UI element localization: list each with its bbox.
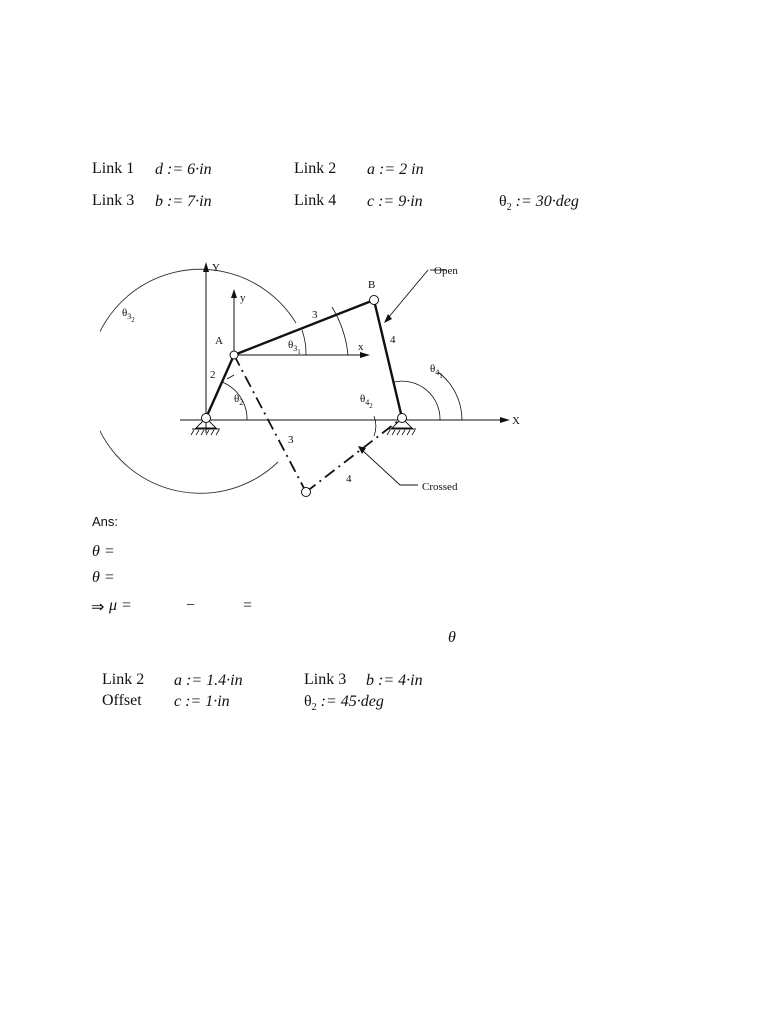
theta2-given (499, 193, 579, 213)
x-axis-arrow (500, 417, 510, 423)
label-point-b: B (368, 279, 376, 291)
label-theta31 (288, 339, 301, 356)
link2-expr: a := 2 in (367, 161, 424, 178)
label-x-global: X (512, 415, 520, 427)
answer-equals: = (243, 597, 253, 614)
theta32-arc (100, 269, 296, 493)
fourbar-linkage-figure (100, 240, 540, 505)
label-theta41 (430, 363, 443, 380)
open-leader-arrow (384, 314, 392, 323)
answer-theta-line-1: θ = (92, 543, 115, 560)
theta2-arrow (227, 375, 234, 379)
theta2-symbol: θ (499, 193, 507, 210)
label-point-a: A (215, 335, 223, 347)
svg-text:θ41: $\theta_{41}$ (430, 363, 443, 380)
label-link-2: 2 (210, 369, 216, 381)
link3-expr: b := 7·in (155, 193, 212, 210)
label-link-4-crossed: 4 (346, 473, 352, 485)
theta2-given-b (304, 693, 384, 713)
label-crossed: Crossed (422, 481, 458, 493)
fourbar-linkage-diagram (100, 240, 540, 505)
link1-label: Link 1 (92, 160, 135, 177)
link3-label-b: Link 3 (304, 671, 347, 688)
answer-implies-arrow: ⇒ (91, 599, 105, 616)
joint-b-crossed (302, 488, 311, 497)
label-theta42 (360, 393, 373, 410)
label-link-3-open: 3 (312, 309, 318, 321)
stray-theta: θ (448, 629, 456, 646)
svg-text:θ32: $\theta_{32}$ (122, 307, 135, 324)
answer-theta-line-2: θ = (92, 569, 115, 586)
ground-pin-o2 (202, 414, 211, 423)
joint-a (230, 351, 238, 359)
offset-label: Offset (102, 692, 142, 709)
link2-label: Link 2 (294, 160, 337, 177)
crossed-leader (362, 450, 400, 485)
offset-expr: c := 1·in (174, 693, 230, 710)
label-theta2 (234, 393, 243, 407)
link1-expr: d := 6·in (155, 161, 212, 178)
svg-text:θ2: $\theta_2$ (234, 393, 244, 407)
theta31-arc (302, 330, 306, 355)
open-leader (388, 270, 428, 318)
svg-text:θ31: $\theta_{31}$ (288, 339, 301, 356)
link-3-open (234, 300, 374, 355)
link2-label-b: Link 2 (102, 671, 145, 688)
label-open: Open (434, 265, 458, 277)
theta2-value-b: := 45·deg (316, 693, 384, 710)
link4-expr: c := 9·in (367, 193, 423, 210)
label-y-global: Y (212, 262, 220, 274)
link3-expr-b: b := 4·in (366, 672, 423, 689)
theta42-arc (374, 416, 376, 436)
label-link-4-open: 4 (390, 334, 396, 346)
svg-text:θ42: $\theta_{42}$ (360, 393, 373, 410)
ground-pin-o4 (398, 414, 407, 423)
theta2-symbol-b: θ (304, 693, 312, 710)
y-axis-arrow (203, 262, 209, 272)
answer-heading: Ans: (92, 514, 119, 529)
theta2-value: := 30·deg (511, 193, 579, 210)
theta2-subscript-b: 2 (311, 702, 317, 714)
label-theta32 (122, 307, 135, 324)
joint-b (370, 296, 379, 305)
link-3-crossed (234, 355, 306, 492)
label-y-local: y (240, 292, 246, 304)
answer-mu: μ = (109, 597, 132, 614)
answer-minus: − (186, 597, 196, 614)
label-link-3-crossed: 3 (288, 434, 294, 446)
link2-expr-b: a := 1.4·in (174, 672, 243, 689)
label-x-local: x (358, 341, 364, 353)
link-4-crossed (306, 418, 402, 492)
link4-label: Link 4 (294, 192, 337, 209)
y-local-arrow (231, 289, 237, 298)
link3-label: Link 3 (92, 192, 135, 209)
theta2-subscript: 2 (506, 202, 512, 214)
